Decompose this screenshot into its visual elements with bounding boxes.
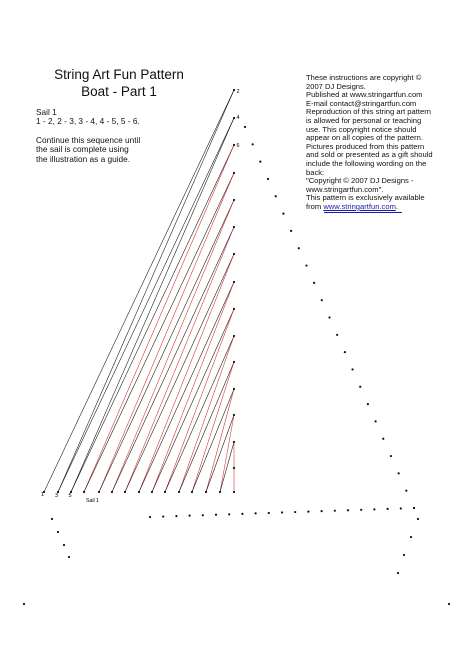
copyright-line: This pattern is exclusively available — [306, 193, 425, 203]
sail-nail-dot — [233, 117, 235, 119]
hull-nail-dot — [410, 536, 412, 538]
sail-two-nail-dot — [307, 511, 309, 513]
sail-two-nail-dot — [298, 247, 300, 249]
sail-two-nail-dot — [294, 511, 296, 513]
sail-two-nail-dot — [328, 316, 330, 318]
sail-nail-dot — [233, 281, 235, 283]
point-label-6: 6 — [236, 143, 240, 149]
instructions-continue-2: the sail is complete using — [36, 144, 129, 155]
copyright-line: www.stringartfun.com". — [306, 184, 384, 194]
sail-two-nail-dot — [252, 143, 254, 145]
thread-line — [220, 442, 234, 492]
sail-two-nail-dot — [275, 195, 277, 197]
copyright-line: include the following wording on the — [306, 158, 427, 168]
sail-nail-dot — [138, 491, 140, 493]
sail-nail-dot — [233, 467, 235, 469]
sail-two-nail-dot — [149, 516, 151, 518]
sail-two-nail-dot — [259, 161, 261, 163]
thread-line — [220, 415, 234, 492]
hull-nail-dot — [403, 554, 405, 556]
copyright-line: Reproduction of this string art pattern — [306, 107, 431, 117]
copyright-line: E-mail contact@stringartfun.com — [306, 98, 417, 108]
hull-nail-dot — [68, 556, 70, 558]
copyright-line: These instructions are copyright © — [306, 73, 422, 82]
sail-two-nail-dot — [267, 178, 269, 180]
sail-two-nail-dot — [281, 511, 283, 513]
sail-nail-dot — [111, 491, 113, 493]
sail-two-nail-dot — [382, 438, 384, 440]
sail-nail-dot — [233, 253, 235, 255]
copyright-line: and sold or presented as a gift should — [306, 150, 433, 160]
point-label-5: 5 — [68, 493, 72, 499]
sail-nail-dot — [233, 89, 235, 91]
sail-two-nail-dot — [400, 507, 402, 509]
sail-nail-dot — [191, 491, 193, 493]
title-line-1: String Art Fun Pattern — [54, 67, 184, 82]
copyright-line: "Copyright © 2007 DJ Designs - — [306, 176, 414, 186]
sail-two-nail-dot — [334, 510, 336, 512]
copyright-line: use. This copyright notice should — [306, 124, 417, 134]
thread-line — [206, 415, 234, 492]
sail-nail-dot — [164, 491, 166, 493]
point-labels — [41, 89, 240, 504]
hull-nail-dot — [63, 544, 65, 546]
sail-nail-dot — [233, 361, 235, 363]
sail-nail-dot — [233, 172, 235, 174]
thread-line — [84, 145, 234, 492]
thread-line — [152, 282, 234, 492]
sail-nail-dot — [178, 491, 180, 493]
copyright-line: Published at www.stringartfun.com — [306, 90, 423, 100]
copyright-line: Pictures produced from this pattern — [306, 141, 425, 151]
point-label-2: 2 — [236, 89, 240, 95]
hull-nail-dot — [397, 572, 399, 574]
copyright-period: . — [395, 201, 399, 211]
sail-two-nail-dot — [162, 515, 164, 517]
sail-nail-dot — [233, 388, 235, 390]
hull-nail-dot — [51, 518, 53, 520]
sail-two-nail-dot — [351, 368, 353, 370]
point-label-4: 4 — [236, 115, 240, 121]
thread-line — [71, 118, 234, 492]
copyright-line: appear on all copies of the pattern. — [306, 133, 423, 143]
sail-nail-dot — [205, 491, 207, 493]
copyright-line: is allowed for personal or teaching — [306, 115, 422, 125]
hull-nail-dot — [417, 518, 419, 520]
thread-line — [112, 200, 234, 492]
sail-two-nail-dot — [413, 507, 415, 509]
sail-two-nail-dot — [189, 515, 191, 517]
sail-nail-dot — [233, 226, 235, 228]
sail-two-nail-dot — [313, 282, 315, 284]
website-link[interactable]: www.stringartfun.com — [323, 201, 396, 211]
sail-nail-dot — [233, 491, 235, 493]
sail-two-nail-dot — [175, 515, 177, 517]
sail-two-nail-dot — [321, 299, 323, 301]
point-label-3: 3 — [55, 493, 59, 499]
sail-two-nail-dot — [202, 514, 204, 516]
sail-nail-dot — [98, 491, 100, 493]
sail-nail-dot — [233, 441, 235, 443]
sail-nail-dot — [233, 199, 235, 201]
point-label-1: 1 — [41, 492, 45, 498]
sail-nail-dot — [151, 491, 153, 493]
sail-two-nail-dot — [228, 513, 230, 515]
sail-two-nail-dot — [321, 510, 323, 512]
hull-nail-dot — [23, 603, 25, 605]
sail-two-nail-dot — [390, 455, 392, 457]
sail-two-nail-dot — [244, 126, 246, 128]
sail-two-nail-dot — [305, 264, 307, 266]
sail-label: Sail 1 — [86, 498, 99, 504]
thread-lines — [44, 90, 234, 492]
sail-two-nail-dot — [268, 512, 270, 514]
instructions-continue-3: the illustration as a guide. — [36, 153, 131, 164]
sail-nail-dot — [124, 491, 126, 493]
copyright-line: 2007 DJ Designs. — [306, 81, 366, 91]
hull-nail-dot — [448, 603, 450, 605]
sail-nail-dot — [219, 491, 221, 493]
instructions-continue-1: Continue this sequence until — [36, 134, 141, 145]
sail-two-nail-dot — [359, 386, 361, 388]
sail-nail-dot — [233, 414, 235, 416]
copyright-line: back: — [306, 167, 325, 177]
sail-nail-dot — [83, 491, 85, 493]
instructions-sequence: 1 - 2, 2 - 3, 3 - 4, 4 - 5, 5 - 6. — [36, 116, 140, 127]
sail-two-nail-dot — [344, 351, 346, 353]
sail-two-nail-dot — [360, 509, 362, 511]
sail-two-nail-dot — [374, 420, 376, 422]
copyright-from: from — [306, 201, 324, 211]
sail-two-nail-dot — [215, 514, 217, 516]
sail-two-nail-dot — [373, 508, 375, 510]
sail-two-nail-dot — [387, 508, 389, 510]
sail-two-nail-dot — [347, 509, 349, 511]
thread-line — [71, 145, 234, 492]
instructions-heading: Sail 1 — [36, 107, 57, 117]
thread-line — [44, 90, 234, 492]
sail-nail-dot — [233, 308, 235, 310]
sail-two-nail-dot — [398, 472, 400, 474]
sail-two-nail-dot — [255, 512, 257, 514]
title-line-2: Boat - Part 1 — [81, 84, 157, 99]
hull-nail-dot — [57, 531, 59, 533]
sail-two-nail-dot — [367, 403, 369, 405]
sail-two-nail-dot — [336, 334, 338, 336]
nail-dots — [23, 89, 450, 605]
sail-nail-dot — [233, 335, 235, 337]
thread-line — [58, 118, 234, 492]
sail-two-nail-dot — [290, 230, 292, 232]
sail-two-nail-dot — [405, 490, 407, 492]
sail-nail-dot — [233, 144, 235, 146]
thread-line — [112, 227, 234, 492]
sail-two-nail-dot — [282, 212, 284, 214]
sail-two-nail-dot — [241, 513, 243, 515]
